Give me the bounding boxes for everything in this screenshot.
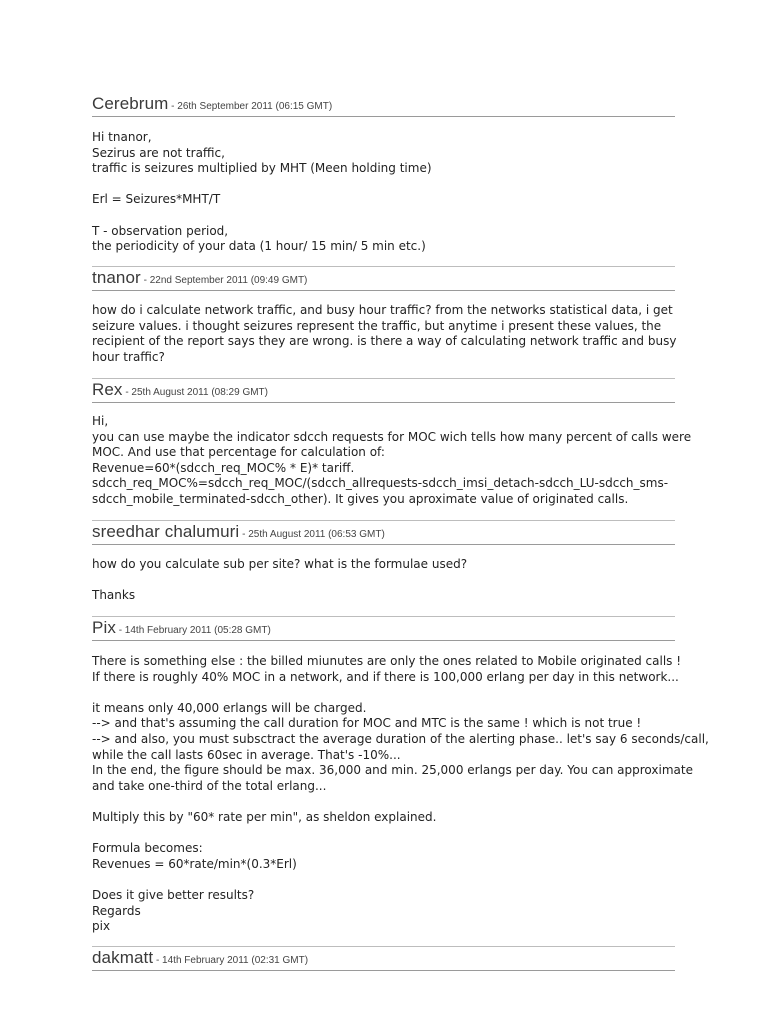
post-date: - 14th February 2011 (02:31 GMT): [153, 955, 309, 966]
post-line: how do you calculate sub per site? what is the formulae used?: [92, 557, 468, 571]
post-header: [92, 948, 675, 971]
post-date: - 25th August 2011 (06:53 GMT): [239, 529, 385, 540]
post-line: pix: [92, 919, 111, 934]
post-date: - 14th February 2011 (05:28 GMT): [115, 625, 271, 636]
post-header: [92, 268, 675, 291]
post-separator: [92, 266, 675, 267]
blank-line: [92, 794, 675, 810]
blank-line: [92, 872, 675, 888]
post-header: [92, 380, 675, 403]
post-line: If there is roughly 40% MOC in a network, and if there is 100,000 erlang per day in this network...: [92, 669, 679, 684]
post-body: [92, 130, 675, 255]
post-line: sdcch_req_MOC%=sdcch_req_MOC/(sdcch_allrequests-sdcch_imsi_detach-sdcch_LU-sdcch_sms-: [92, 476, 669, 491]
post-separator: [92, 946, 675, 947]
post-body: [92, 414, 692, 508]
post-line: T - observation period,: [92, 223, 229, 238]
post-line: Hi,: [92, 414, 109, 428]
post-author[interactable]: Cerebrum: [92, 94, 169, 113]
post-line: Thanks: [92, 588, 136, 603]
post-line: the periodicity of your data (1 hour/ 15 min/ 5 min etc.): [92, 239, 426, 254]
post-body: [92, 557, 675, 604]
post-body: [92, 654, 709, 935]
post-line: Revenue=60*(sdcch_req_MOC% * E)* tariff.: [92, 460, 355, 475]
post-line: and take one-third of the total erlang...: [92, 778, 327, 793]
post-separator: [92, 520, 675, 521]
post-line: There is something else : the billed miunutes are only the ones related to Mobile originated calls !: [92, 654, 682, 668]
post-header: [92, 522, 675, 545]
blank-line: [92, 177, 675, 193]
post-line: it means only 40,000 erlangs will be charged.: [92, 700, 367, 715]
post-header: [92, 94, 675, 117]
post-line: MOC. And use that percentage for calculation of:: [92, 445, 385, 460]
post-author[interactable]: Pix: [92, 618, 116, 637]
post-body: [92, 303, 675, 365]
post-separator: [92, 616, 675, 617]
post-line: Erl = Seizures*MHT/T: [92, 192, 221, 207]
post-line: --> and that's assuming the call duration for MOC and MTC is the same ! which is not true !: [92, 716, 642, 731]
post-line: you can use maybe the indicator sdcch requests for MOC wich tells how many percent of calls were: [92, 429, 692, 444]
post-line: Formula becomes:: [92, 841, 203, 856]
blank-line: [92, 685, 675, 701]
post-line: while the call lasts 60sec in average. That's -10%...: [92, 747, 401, 762]
post-header: [92, 618, 675, 641]
post-author[interactable]: Rex: [92, 380, 123, 399]
post-line: Does it give better results?: [92, 887, 255, 902]
post-date: - 26th September 2011 (06:15 GMT): [168, 101, 333, 112]
post-author[interactable]: tnanor: [92, 268, 141, 287]
post-line: --> and also, you must subsctract the average duration of the alerting phase.. let's say 6 seconds/call,: [92, 731, 709, 746]
blank-line: [92, 826, 675, 842]
post-line: how do i calculate network traffic, and busy hour traffic? from the networks statistical data, i get: [92, 303, 673, 317]
blank-line: [92, 573, 675, 589]
post-line: Hi tnanor,: [92, 130, 152, 144]
post-line: Revenues = 60*rate/min*(0.3*Erl): [92, 856, 297, 871]
post-author[interactable]: dakmatt: [92, 948, 154, 967]
post-line: recipient of the report says they are wrong. is there a way of calculating network traffic and busy: [92, 334, 677, 349]
post-line: Multiply this by "60* rate per min", as sheldon explained.: [92, 809, 437, 824]
post-line: seizure values. i thought seizures represent the traffic, but anytime i present these values, the: [92, 318, 662, 333]
post-author[interactable]: sreedhar chalumuri: [92, 522, 240, 541]
post-line: sdcch_mobile_terminated-sdcch_other). It gives you aproximate value of originated calls.: [92, 491, 629, 506]
post-line: Sezirus are not traffic,: [92, 145, 225, 160]
post-line: hour traffic?: [92, 349, 165, 364]
post-date: - 22nd September 2011 (09:49 GMT): [140, 275, 308, 286]
post-date: - 25th August 2011 (08:29 GMT): [122, 387, 268, 398]
post-separator: [92, 378, 675, 379]
post-line: In the end, the figure should be max. 36,000 and min. 25,000 erlangs per day. You can approximate: [92, 763, 693, 778]
post-line: Regards: [92, 903, 141, 918]
post-line: traffic is seizures multiplied by MHT (Meen holding time): [92, 161, 432, 176]
blank-line: [92, 208, 675, 224]
